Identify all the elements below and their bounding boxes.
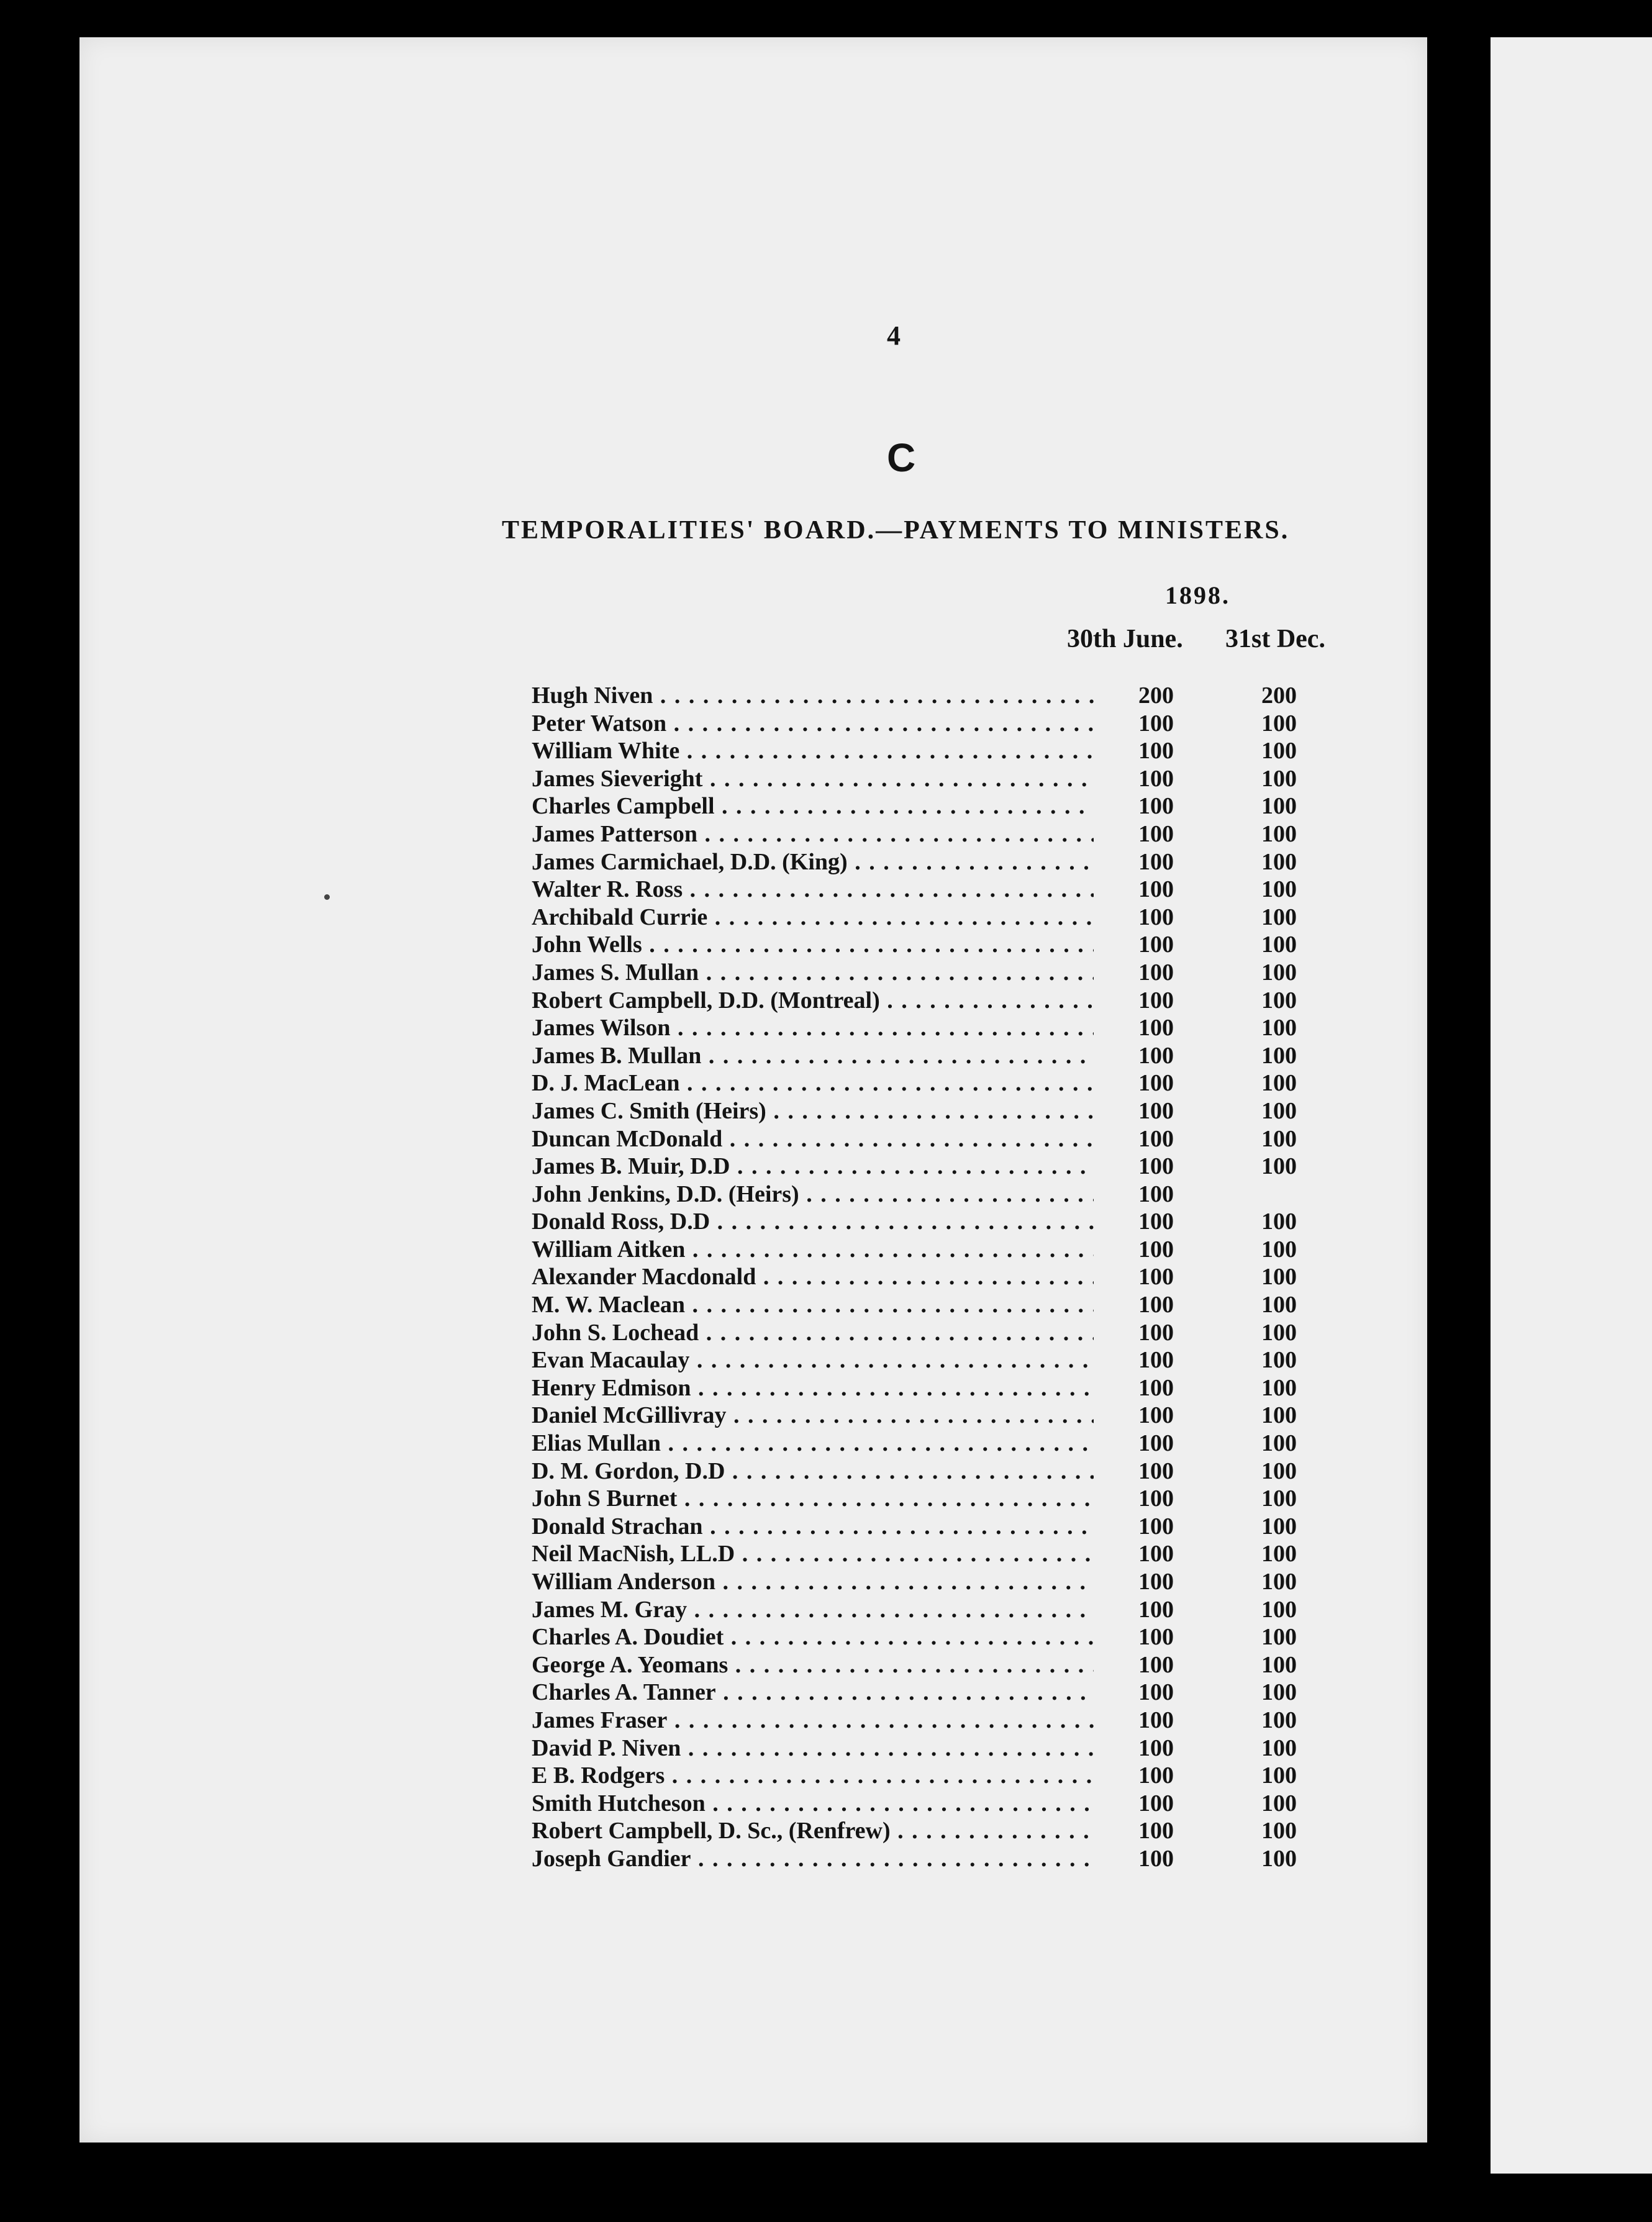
minister-name: Charles Campbell . . . [532, 792, 1094, 820]
table-row [532, 1623, 1339, 1651]
payment-june: 100 [1138, 987, 1174, 1014]
table-row [532, 1735, 1339, 1762]
payment-june: 100 [1138, 1651, 1174, 1678]
year-heading: 1898. [1165, 581, 1230, 609]
payment-june: 100 [1138, 1458, 1174, 1484]
table-row [532, 1651, 1339, 1679]
payment-june: 100 [1138, 1181, 1174, 1207]
section-letter: C [887, 435, 916, 480]
payment-june: 100 [1138, 1208, 1174, 1235]
table-row [532, 1263, 1339, 1291]
payment-june: 100 [1138, 876, 1174, 903]
payment-june: 100 [1138, 1292, 1174, 1318]
minister-name: James S. Mullan . . . [532, 959, 1094, 986]
table-row [532, 987, 1339, 1015]
table-row [532, 1346, 1339, 1374]
payment-dec: 100 [1261, 1762, 1297, 1789]
minister-name: Charles A. Doudiet . . . [532, 1623, 1094, 1651]
table-row [532, 1181, 1339, 1208]
payment-dec: 100 [1261, 1319, 1297, 1346]
payment-june: 100 [1138, 1264, 1174, 1290]
minister-name: Archibald Currie . . . [532, 904, 1094, 931]
table-row [532, 931, 1339, 959]
minister-name: E B. Rodgers . . . [532, 1762, 1094, 1789]
payment-dec: 100 [1261, 710, 1297, 737]
table-row [532, 1097, 1339, 1125]
payment-june: 100 [1138, 1153, 1174, 1180]
payment-dec: 100 [1261, 1651, 1297, 1678]
minister-name: James C. Smith (Heirs) . . . [532, 1097, 1094, 1125]
payment-june: 100 [1138, 1347, 1174, 1374]
payment-dec: 100 [1261, 765, 1297, 792]
payment-june: 100 [1138, 1097, 1174, 1124]
payment-dec: 100 [1261, 1153, 1297, 1180]
payment-dec: 100 [1261, 1125, 1297, 1152]
payments-table [532, 682, 1339, 1873]
table-row [532, 959, 1339, 987]
minister-name: William White . . . [532, 737, 1094, 764]
minister-name: David P. Niven . . . [532, 1735, 1094, 1762]
payment-dec: 100 [1261, 1292, 1297, 1318]
payment-june: 100 [1138, 1845, 1174, 1872]
table-row [532, 710, 1339, 738]
payment-dec: 100 [1261, 1679, 1297, 1706]
payment-dec: 100 [1261, 1596, 1297, 1623]
payment-dec: 100 [1261, 1790, 1297, 1816]
payment-dec: 100 [1261, 1402, 1297, 1429]
minister-name: Smith Hutcheson . . . [532, 1790, 1094, 1817]
table-row [532, 682, 1339, 710]
payment-dec: 100 [1261, 793, 1297, 820]
payment-dec: 100 [1261, 1347, 1297, 1374]
minister-name: James Patterson . . . [532, 820, 1094, 848]
table-row [532, 1762, 1339, 1790]
table-row [532, 765, 1339, 793]
payment-dec: 100 [1261, 1845, 1297, 1872]
payment-dec: 100 [1261, 959, 1297, 986]
minister-name: Duncan McDonald . . . [532, 1125, 1094, 1153]
payment-dec: 100 [1261, 1042, 1297, 1069]
payment-dec: 100 [1261, 1707, 1297, 1733]
payment-dec: 100 [1261, 1097, 1297, 1124]
payment-june: 100 [1138, 1707, 1174, 1733]
document-page [79, 37, 1427, 2143]
table-row [532, 1014, 1339, 1042]
payment-june: 100 [1138, 959, 1174, 986]
table-row [532, 1513, 1339, 1541]
table-row [532, 1430, 1339, 1458]
payment-dec: 100 [1261, 1430, 1297, 1457]
minister-name: D. M. Gordon, D.D . . . [532, 1458, 1094, 1485]
minister-name: Alexander Macdonald . . . [532, 1263, 1094, 1290]
table-row [532, 1153, 1339, 1181]
column-header-dec: 31st Dec. [1225, 625, 1325, 653]
payment-dec: 100 [1261, 1624, 1297, 1651]
table-row [532, 1069, 1339, 1097]
payment-june: 100 [1138, 1319, 1174, 1346]
payment-june: 100 [1138, 1790, 1174, 1816]
minister-name: Elias Mullan . . . [532, 1430, 1094, 1457]
payment-dec: 100 [1261, 1818, 1297, 1844]
column-header-june: 30th June. [1067, 625, 1183, 653]
payment-june: 100 [1138, 904, 1174, 930]
minister-name: Peter Watson . . . [532, 710, 1094, 737]
ink-speck [324, 894, 330, 900]
payment-dec: 100 [1261, 1513, 1297, 1540]
payment-june: 100 [1138, 1125, 1174, 1152]
payment-june: 100 [1138, 1624, 1174, 1651]
minister-name: James Sieveright . . . [532, 765, 1094, 792]
payment-dec: 100 [1261, 820, 1297, 847]
table-row [532, 1845, 1339, 1873]
minister-name: Hugh Niven . . . [532, 682, 1094, 709]
table-row [532, 1125, 1339, 1153]
minister-name: John S. Lochead . . . [532, 1319, 1094, 1346]
payment-june: 100 [1138, 1818, 1174, 1844]
payment-dec: 100 [1261, 1735, 1297, 1761]
payment-dec: 100 [1261, 1569, 1297, 1595]
payment-june: 100 [1138, 1596, 1174, 1623]
payment-june: 100 [1138, 793, 1174, 820]
table-row [532, 1042, 1339, 1070]
payment-dec: 200 [1261, 682, 1297, 709]
payment-june: 100 [1138, 1070, 1174, 1097]
minister-name: George A. Yeomans . . . [532, 1651, 1094, 1679]
payment-dec: 100 [1261, 876, 1297, 903]
minister-name: Donald Strachan . . . [532, 1513, 1094, 1540]
minister-name: James Fraser . . . [532, 1707, 1094, 1734]
payment-dec: 100 [1261, 1264, 1297, 1290]
payment-june: 100 [1138, 1541, 1174, 1567]
table-row [532, 820, 1339, 848]
payment-june: 100 [1138, 1762, 1174, 1789]
payment-dec: 100 [1261, 1458, 1297, 1484]
payment-june: 100 [1138, 1430, 1174, 1457]
payment-june: 100 [1138, 738, 1174, 764]
page-number: 4 [887, 320, 901, 351]
payment-dec: 100 [1261, 904, 1297, 930]
minister-name: William Aitken . . . [532, 1236, 1094, 1263]
payment-june: 100 [1138, 1569, 1174, 1595]
payment-dec: 100 [1261, 848, 1297, 875]
minister-name: Robert Campbell, D. Sc., (Renfrew) . . . [532, 1817, 1094, 1844]
page-title: TEMPORALITIES' BOARD.—PAYMENTS TO MINISTERS. [502, 516, 1290, 545]
table-row [532, 1208, 1339, 1236]
minister-name: Charles A. Tanner . . . [532, 1679, 1094, 1706]
payment-june: 200 [1138, 682, 1174, 709]
adjacent-page-edge [1491, 37, 1652, 2174]
minister-name: M. W. Maclean . . . [532, 1291, 1094, 1318]
table-row [532, 1790, 1339, 1818]
minister-name: William Anderson . . . [532, 1568, 1094, 1595]
payment-june: 100 [1138, 710, 1174, 737]
table-row [532, 848, 1339, 876]
payment-june: 100 [1138, 932, 1174, 958]
payment-dec: 100 [1261, 1236, 1297, 1263]
payment-dec: 100 [1261, 1541, 1297, 1567]
table-row [532, 1319, 1339, 1347]
table-row [532, 1402, 1339, 1430]
table-row [532, 737, 1339, 765]
minister-name: Evan Macaulay . . . [532, 1346, 1094, 1374]
minister-name: John Jenkins, D.D. (Heirs) . . . [532, 1181, 1094, 1208]
payment-dec: 100 [1261, 1485, 1297, 1512]
payment-dec: 100 [1261, 932, 1297, 958]
table-row [532, 904, 1339, 932]
minister-name: James Carmichael, D.D. (King) . . . [532, 848, 1094, 876]
table-row [532, 1568, 1339, 1596]
payment-dec: 100 [1261, 1015, 1297, 1041]
table-row [532, 1817, 1339, 1845]
payment-june: 100 [1138, 1513, 1174, 1540]
minister-name: James Wilson . . . [532, 1014, 1094, 1041]
minister-name: Joseph Gandier . . . [532, 1845, 1094, 1872]
table-row [532, 792, 1339, 820]
minister-name: D. J. MacLean . . . [532, 1069, 1094, 1097]
table-row [532, 1236, 1339, 1264]
minister-name: John Wells . . . [532, 931, 1094, 958]
payment-june: 100 [1138, 1679, 1174, 1706]
minister-name: James B. Mullan . . . [532, 1042, 1094, 1069]
minister-name: James B. Muir, D.D . . . [532, 1153, 1094, 1180]
payment-june: 100 [1138, 1236, 1174, 1263]
table-row [532, 1596, 1339, 1624]
payment-june: 100 [1138, 1735, 1174, 1761]
payment-june: 100 [1138, 1015, 1174, 1041]
payment-june: 100 [1138, 848, 1174, 875]
minister-name: John S Burnet . . . [532, 1485, 1094, 1512]
payment-june: 100 [1138, 1485, 1174, 1512]
minister-name: James M. Gray . . . [532, 1596, 1094, 1623]
minister-name: Daniel McGillivray . . . [532, 1402, 1094, 1429]
minister-name: Robert Campbell, D.D. (Montreal) . . . [532, 987, 1094, 1014]
table-row [532, 1707, 1339, 1735]
table-row [532, 876, 1339, 904]
payment-dec: 100 [1261, 987, 1297, 1014]
payment-dec: 100 [1261, 1208, 1297, 1235]
table-row [532, 1374, 1339, 1402]
payment-june: 100 [1138, 1402, 1174, 1429]
payment-dec: 100 [1261, 1374, 1297, 1401]
table-row [532, 1540, 1339, 1568]
payment-dec: 100 [1261, 738, 1297, 764]
payment-june: 100 [1138, 1042, 1174, 1069]
minister-name: Henry Edmison . . . [532, 1374, 1094, 1402]
payment-dec: 100 [1261, 1070, 1297, 1097]
minister-name: Walter R. Ross . . . [532, 876, 1094, 903]
payment-june: 100 [1138, 1374, 1174, 1401]
payment-june: 100 [1138, 765, 1174, 792]
table-row [532, 1485, 1339, 1513]
table-row [532, 1458, 1339, 1485]
table-row [532, 1291, 1339, 1319]
minister-name: Neil MacNish, LL.D . . . [532, 1540, 1094, 1567]
minister-name: Donald Ross, D.D . . . [532, 1208, 1094, 1235]
table-row [532, 1679, 1339, 1707]
payment-june: 100 [1138, 820, 1174, 847]
